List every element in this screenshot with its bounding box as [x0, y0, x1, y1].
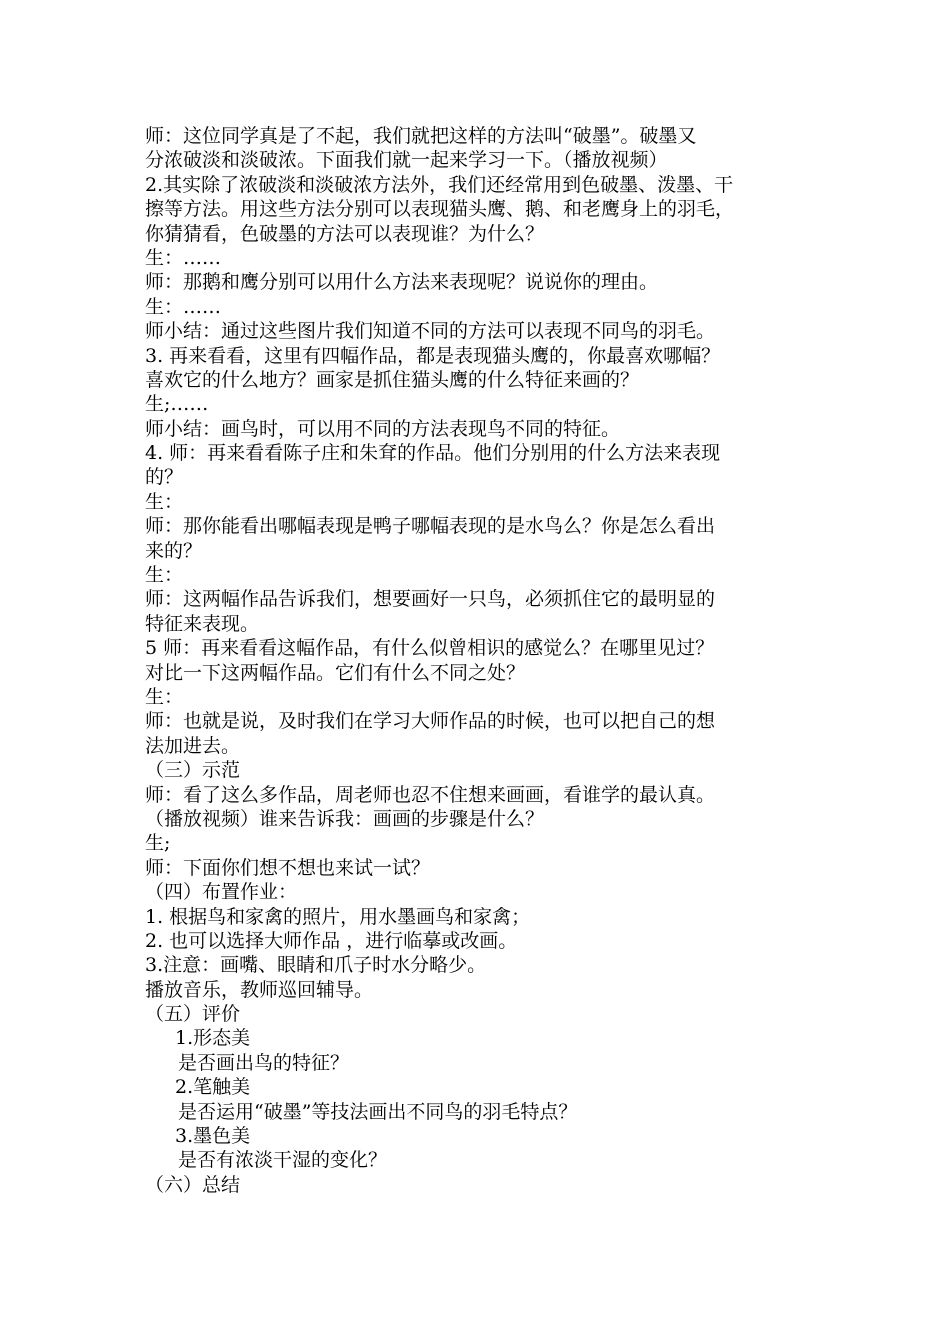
text-line: 生;…… [145, 393, 209, 416]
text-line: 5 师：再来看看这幅作品，有什么似曾相识的感觉么？在哪里见过？ [145, 637, 715, 660]
text-line: 生; [145, 832, 171, 855]
text-line: 师小结：通过这些图片我们知道不同的方法可以表现不同鸟的羽毛。 [145, 320, 716, 343]
text-line: 3. 再来看看，这里有四幅作品，都是表现猫头鹰的，你最喜欢哪幅？ [145, 344, 721, 367]
text-line: 分浓破淡和淡破浓。下面我们就一起来学习一下。（播放视频） [145, 149, 668, 172]
text-line: 师：这位同学真是了不起，我们就把这样的方法叫“破墨”。破墨又 [145, 125, 697, 147]
text-line: 师：看了这么多作品，周老师也忍不住想来画画，看谁学的最认真。 [145, 783, 716, 806]
text-line: 法加进去。 [145, 734, 241, 757]
text-line: 是否运用“破墨”等技法画出不同鸟的羽毛特点？ [178, 1100, 578, 1123]
text-line: 生：…… [145, 246, 222, 269]
text-line: 师：那鹅和鹰分别可以用什么方法来表现呢？说说你的理由。 [145, 271, 659, 294]
text-line: 3.注意：画嘴、眼睛和爪子时水分略少。 [145, 954, 487, 977]
text-line: 4. 师：再来看看陈子庄和朱耷的作品。他们分别用的什么方法来表现 [145, 442, 721, 465]
text-line: 的？ [145, 466, 184, 489]
text-line: 生： [145, 685, 184, 708]
text-line: 来的？ [145, 539, 203, 562]
text-line: （三）示范 [145, 759, 241, 782]
text-line: 3.墨色美 [175, 1125, 251, 1148]
text-line: 生： [145, 564, 184, 587]
text-line: 2.其实除了浓破淡和淡破浓方法外，我们还经常用到色破墨、泼墨、干 [145, 173, 734, 196]
text-line: 1. 根据鸟和家禽的照片，用水墨画鸟和家禽； [145, 905, 531, 928]
text-line: 生：…… [145, 295, 222, 318]
text-line: 喜欢它的什么地方？画家是抓住猫头鹰的什么特征来画的？ [145, 368, 640, 391]
text-line: 特征来表现。 [145, 612, 260, 635]
text-line: 是否画出鸟的特征？ [178, 1051, 350, 1074]
text-line: 播放音乐，教师巡回辅导。 [145, 978, 374, 1001]
text-line: 师：下面你们想不想也来试一试？ [145, 856, 431, 879]
text-line: （六）总结 [145, 1173, 241, 1196]
text-line: 生： [145, 490, 184, 513]
text-line: 你猜猜看，色破墨的方法可以表现谁？为什么？ [145, 222, 545, 245]
text-line: 师：那你能看出哪幅表现是鸭子哪幅表现的是水鸟么？你是怎么看出 [145, 515, 716, 538]
text-line: 1.形态美 [175, 1027, 251, 1050]
text-line: 师：也就是说，及时我们在学习大师作品的时候，也可以把自己的想 [145, 710, 716, 733]
text-line: （四）布置作业： [145, 881, 298, 904]
text-line: 2.笔触美 [175, 1076, 251, 1099]
text-line: 擦等方法。用这些方法分别可以表现猫头鹰、鹅、和老鹰身上的羽毛， [145, 198, 735, 221]
text-line: 师：这两幅作品告诉我们，想要画好一只鸟，必须抓住它的最明显的 [145, 588, 716, 611]
text-line: 2. 也可以选择大师作品 ，进行临摹或改画。 [145, 929, 518, 952]
text-line: （播放视频）谁来告诉我：画画的步骤是什么？ [145, 807, 545, 830]
text-line: 对比一下这两幅作品。它们有什么不同之处？ [145, 661, 526, 684]
text-line: （五）评价 [145, 1003, 241, 1026]
text-line: 是否有浓淡干湿的变化？ [178, 1149, 388, 1172]
lesson-plan-text [145, 124, 815, 1197]
text-line: 师小结：画鸟时，可以用不同的方法表现鸟不同的特征。 [145, 417, 621, 440]
